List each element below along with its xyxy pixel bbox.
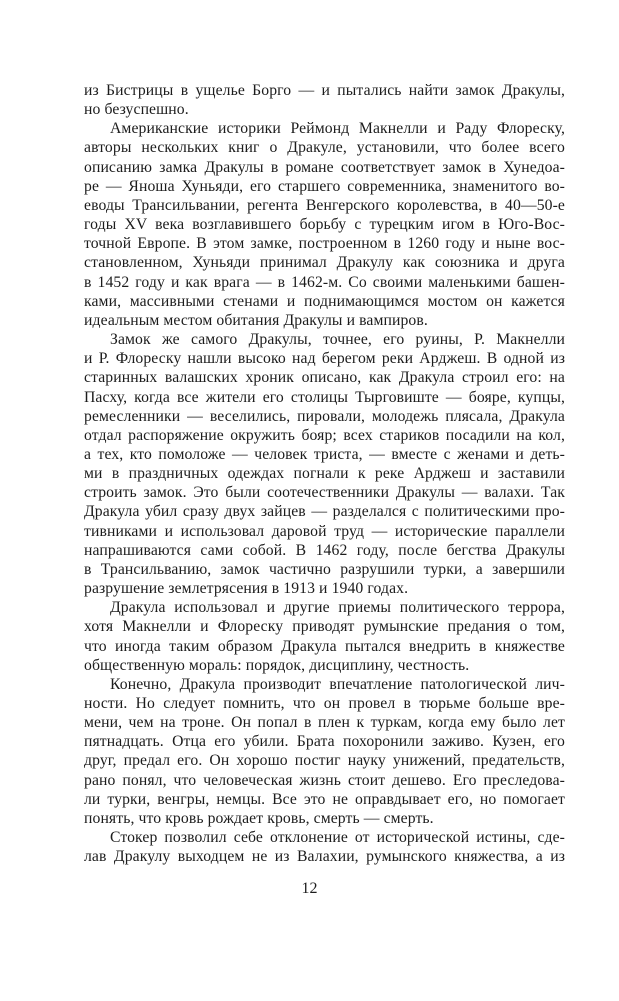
text-line: общественную мораль: порядок, дисциплину, честность.: [84, 656, 470, 674]
text-line: Стокер позволил себе отклонение от исторической истины, сде-: [110, 829, 565, 847]
text-line: годы XV века возглавившего борьбу с турецким игом в Юго-Вос-: [84, 216, 565, 234]
text-line: ремесленники — веселились, пировали, молодежь плясала, Дракула: [84, 407, 565, 425]
text-line: тивниками и использовал даровой труд — исторические параллели: [84, 522, 565, 540]
text-line: ре — Яноша Хуньяди, его старшего современника, знаменитого во-: [84, 177, 565, 195]
text-line: еводы Трансильвании, регента Венгерского королевства, в 40—50-е: [84, 196, 565, 214]
text-line: пятнадцать. Отца его убили. Брата похоронили заживо. Кузен, его: [84, 733, 565, 751]
text-line: старинных валашских хроник описано, как Дракула строил его: на: [84, 369, 565, 387]
text-line: строить замок. Это были соотечественники Дракулы — валахи. Так: [84, 484, 565, 502]
text-line: и Р. Флореску нашли высоко над берегом реки Арджеш. В одной из: [84, 350, 565, 368]
page-number: 12: [301, 880, 318, 897]
text-line: в 1452 году и как врага — в 1462-м. Со своими маленькими башен-: [84, 273, 565, 291]
text-line: Пасху, когда все жители его столицы Тырговиште — бояре, купцы,: [84, 388, 565, 406]
text-line: что иногда таким образом Дракула пытался внедрить в княжестве: [84, 637, 565, 655]
text-line: друг, предал его. Он хорошо постиг науку унижений, предательств,: [84, 752, 565, 770]
text-line: ми в праздничных одеждах погнали к реке Арджеш и заставили: [84, 465, 565, 483]
text-line: а тех, кто помоложе — человек триста, — вместе с женами и деть-: [84, 445, 565, 463]
text-line: хотя Макнелли и Флореску приводят румынские предания о том,: [84, 618, 565, 636]
paragraph: [84, 330, 565, 598]
paragraph: [84, 598, 565, 675]
text-line: мени, чем на троне. Он попал в плен к туркам, когда ему было лет: [84, 714, 565, 732]
text-line: ности. Но следует помнить, что он провел в тюрьме больше вре-: [84, 695, 565, 712]
text-line: в Трансильванию, замок частично разрушили турки, а завершили: [84, 560, 565, 578]
text-line: лав Дракулу выходцем не из Валахии, румынского княжества, а из: [84, 848, 565, 866]
text-line: Дракула использовал и другие приемы политического террора,: [110, 599, 565, 617]
paragraph: [84, 675, 565, 828]
text-line: описанию замка Дракулы в романе соответствует замок в Хунедоа-: [84, 158, 565, 176]
text-line: Американские историки Реймонд Макнелли и Раду Флореску,: [110, 120, 565, 138]
text-line: Замок же самого Дракулы, точнее, его руины, Р. Макнелли: [110, 331, 565, 349]
text-line: точной Европе. В этом замке, построенном в 1260 году и ныне вос-: [84, 235, 565, 253]
text-line: разрушение землетрясения в 1913 и 1940 годах.: [84, 580, 409, 598]
text-line: рано понял, что человеческая жизнь стоит дешево. Его преследова-: [84, 771, 565, 789]
text-line: ками, массивными стенами и поднимающимся мостом он кажется: [84, 292, 565, 310]
text-block: [84, 81, 565, 866]
paragraph: [84, 828, 565, 866]
paragraph: [84, 81, 565, 119]
text-line: ли турки, венгры, немцы. Все это не оправдывает его, но помогает: [84, 790, 565, 808]
text-line: из Бистрицы в ущелье Борго — и пытались найти замок Дракулы,: [84, 82, 565, 99]
text-line: но безуспешно.: [84, 101, 189, 119]
text-line: идеальным местом обитания Дракулы и вампиров.: [84, 311, 428, 329]
text-line: Конечно, Дракула производит впечатление патологической лич-: [110, 675, 565, 693]
paragraph: [84, 119, 565, 330]
text-line: понять, что кровь рождает кровь, смерть — смерть.: [84, 809, 434, 827]
text-line: напрашиваются сами собой. В 1462 году, после бегства Дракулы: [84, 541, 565, 559]
text-line: отдал распоряжение окружить бояр; всех стариков посадили на кол,: [84, 426, 565, 444]
text-line: становленном, Хуньяди принимал Дракулу как союзника и друга: [84, 254, 565, 272]
text-line: Дракула убил сразу двух зайцев — разделался с политическими про-: [84, 503, 565, 521]
text-line: авторы нескольких книг о Дракуле, установили, что более всего: [84, 139, 565, 157]
